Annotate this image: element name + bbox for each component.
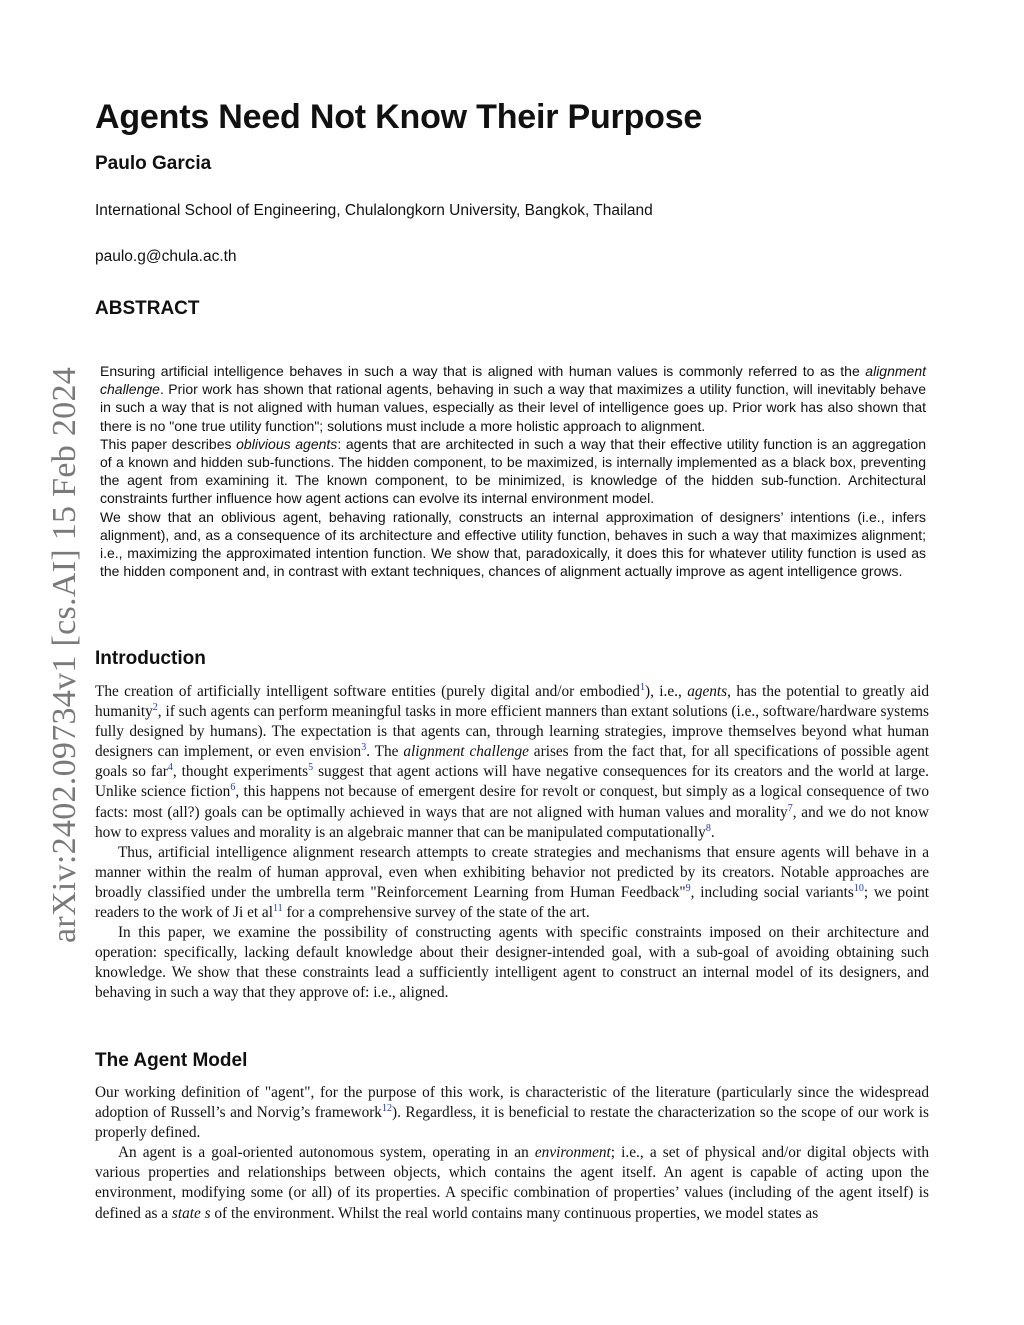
abstract-paragraph: This paper describes oblivious agents: agents that are architected in such a way that their effective utility function is an aggregation of a known and hidden sub-functions. The hidden component, to be maximized, is internally implemented as a black box, preventing the agent from examining it. The known component, to be minimized, is knowledge of the hidden sub-function. Architectural constraints further influence how agent actions can evolve its internal environment model.: [100, 435, 926, 507]
citation-link[interactable]: 3: [361, 742, 367, 754]
arxiv-identifier-stamp: arXiv:2402.09734v1 [cs.AI] 15 Feb 2024: [46, 366, 83, 944]
abstract-paragraph: We show that an oblivious agent, behaving rationally, constructs an internal approximation of designers’ intentions (i.e., infers alignment), and, as a consequence of its architecture and effective utility function, behaves in such a way that maximizes alignment; i.e., maximizing the approximated intention function. We show that, paradoxically, it does this for whatever utility function is used as the hidden component and, in contrast with extant techniques, chances of alignment actually improve as agent intelligence grows.: [100, 508, 926, 580]
body-paragraph: Our working definition of "agent", for the purpose of this work, is characteristic of the literature (particularly since the widespread adoption of Russell’s and Norvig’s framework$^{12}$). Regardless, it is beneficial to restate the characterization so the scope of our work is properly defined.: [95, 1084, 930, 1142]
citation-link[interactable]: 4: [167, 762, 173, 774]
abstract-heading: ABSTRACT: [95, 298, 200, 319]
citation-link[interactable]: 8: [705, 822, 711, 834]
citation-link[interactable]: 10: [853, 882, 864, 894]
introduction-body: [95, 682, 929, 1004]
author-name: Paulo Garcia: [95, 153, 212, 174]
body-paragraph: An agent is a goal-oriented autonomous system, operating in an environment; i.e., a set of physical and/or digital objects with various properties and relationships between objects, which contains the agent itself. An agent is capable of acting upon the environment, modifying some (or all) of its properties. A specific combination of properties’ values (including of the agent itself) is defined as a state s of the environment. Whilst the real world contains many continuous properties, we model states as: [95, 1144, 929, 1222]
abstract-paragraph: Ensuring artificial intelligence behaves in such a way that is aligned with human values is commonly referred to as the alignment challenge. Prior work has shown that rational agents, behaving in such a way that maximizes a utility function, will inevitably behave in such a way that is not aligned with human values, especially as their level of intelligence goes up. Prior work has also shown that there is no "one true utility function"; solutions must include a more holistic approach to alignment.: [100, 363, 926, 434]
abstract-body: [100, 362, 926, 580]
citation-link[interactable]: 11: [272, 902, 283, 914]
citation-link[interactable]: 6: [230, 782, 236, 794]
citation-link[interactable]: 9: [685, 882, 691, 894]
author-email: paulo.g@chula.ac.th: [95, 248, 237, 265]
body-paragraph: In this paper, we examine the possibility of constructing agents with specific constraints imposed on their architecture and operation: specifically, lacking default knowledge about their designer-intended goal, with a sub-goal of avoiding obtaining such knowledge. We show that these constraints lead a sufficiently intelligent agent to construct an internal model of its designers, and behaving in such a way that they approve of: i.e., aligned.: [95, 924, 929, 1002]
agent-model-body: [95, 1083, 929, 1224]
citation-link[interactable]: 5: [308, 762, 314, 774]
citation-link[interactable]: 1: [639, 681, 645, 693]
citation-link[interactable]: 12: [381, 1103, 392, 1114]
citation-link[interactable]: 7: [787, 802, 793, 814]
page-title: Agents Need Not Know Their Purpose: [95, 98, 703, 136]
section-heading-introduction: Introduction: [95, 648, 206, 669]
body-paragraph: The creation of artificially intelligent software entities (purely digital and/or embodied$^1$), i.e., agents, has the potential to greatly aid humanity$^2$, if such agents can perform meaningful tasks in more efficient manners than extant solutions (i.e., software/hardware systems fully designed by humans). The expectation is that agents can, through learning strategies, improve themselves beyond what human designers can implement, or even envision$^3$. The alignment challenge arises from the fact that, for all specifications of possible agent goals so far$^4$, thought experiments$^5$ suggest that agent actions will have negative consequences for its creators and the world at large. Unlike science fiction$^6$, this happens not because of emergent desire for revolt or conquest, but simply as a logical consequence of two facts: most (all?) goals can be optimally achieved in ways that are not aligned with human values and morality$^7$, and we do not know how to express values and morality is an algebraic manner that can be manipulated computationally$^8$.: [95, 681, 929, 841]
section-heading-agent-model: The Agent Model: [95, 1050, 248, 1071]
citation-link[interactable]: 2: [152, 702, 158, 713]
author-affiliation: International School of Engineering, Chulalongkorn University, Bangkok, Thailand: [95, 202, 653, 219]
body-paragraph: Thus, artificial intelligence alignment research attempts to create strategies and mechanisms that ensure agents will behave in a manner within the realm of human approval, even when exhibiting behavior not predicted by its creators. Notable approaches are broadly classified under the umbrella term "Reinforcement Learning from Human Feedback"$^9$, including social variants$^{10}$; we point readers to the work of Ji et al$^{11}$ for a comprehensive survey of the state of the art.: [95, 843, 929, 922]
